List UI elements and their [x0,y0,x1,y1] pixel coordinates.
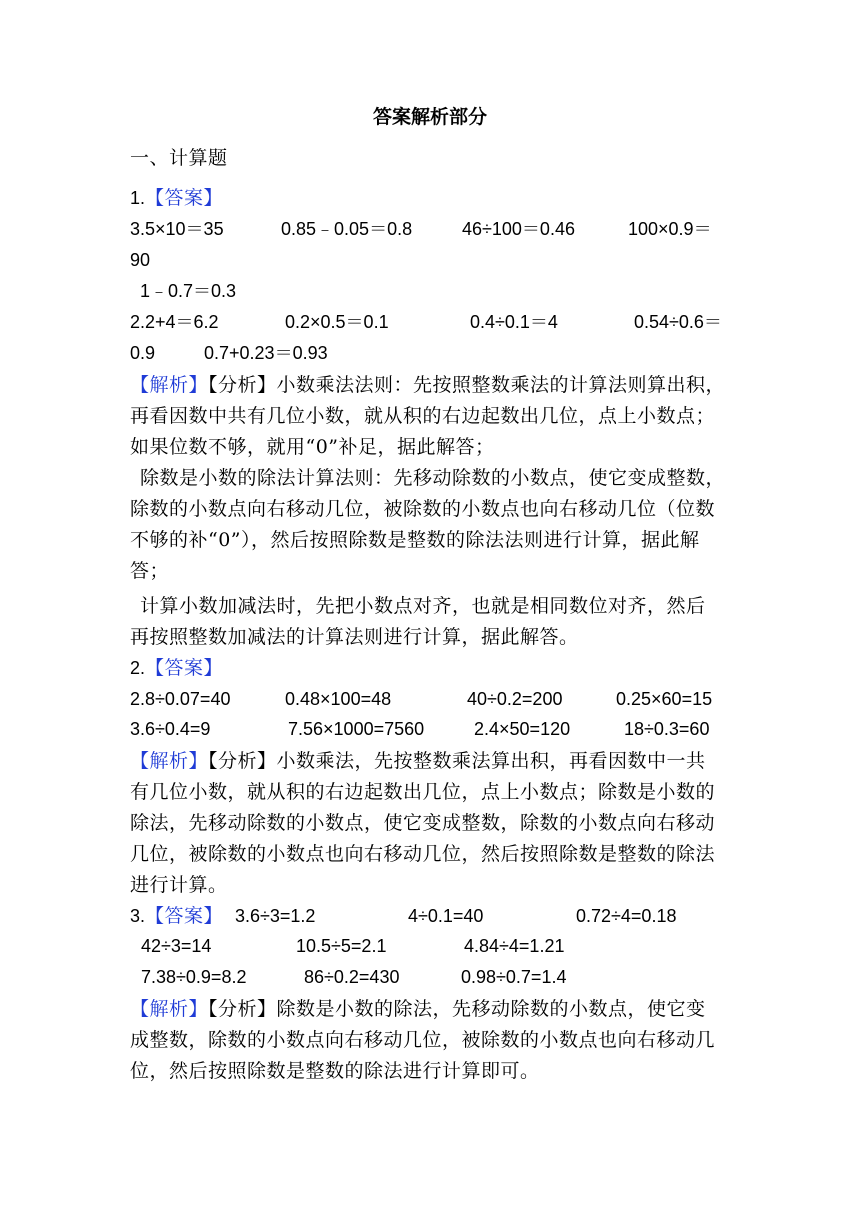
q3-answer-tag: 【答案】 [145,905,224,927]
q3-eq-3: 0.72÷4=0.18 [576,906,677,926]
q1-explanation-line-1: 【解析】【分析】小数乘法法则：先按照整数乘法的计算法则算出积， [130,374,726,396]
q2-eq-3: 40÷0.2=200 [467,689,563,709]
q2-eq-6: 7.56×1000=7560 [288,719,425,739]
q2-eq-8: 18÷0.3=60 [624,719,710,739]
q1-row-1-wrap: 90 [130,250,151,270]
q1-explanation-line-7: 答； [130,560,170,582]
q3-eq-6: 4.84÷4=1.21 [464,936,565,956]
q2-number: 2. [130,658,146,678]
q3-explanation-line-1: 【解析】【分析】除数是小数的除法，先移动除数的小数点，使它变 [130,998,706,1020]
q1-eq-6: 2.2+4＝6.2 [130,312,219,332]
q2-eq-4: 0.25×60=15 [616,689,713,709]
q1-eq-2: 0.85﹣0.05＝0.8 [281,219,413,239]
q2-eq-2: 0.48×100=48 [285,689,392,709]
q1-eq-3: 46÷100＝0.46 [462,219,575,239]
q1-row-2: 1﹣0.7＝0.3 [140,281,237,301]
q2-explanation-line-4: 几位，被除数的小数点也向右移动几位，然后按照除数是整数的除法 [130,843,716,865]
q2-explanation-line-2: 有几位小数，就从积的右边起数出几位，点上小数点；除数是小数的 [130,781,716,803]
q1-explanation-line-8: 计算小数加减法时，先把小数点对齐，也就是相同数位对齐，然后 [140,595,706,617]
q1-explanation-line-5: 除数的小数点向右移动几位，被除数的小数点也向右移动几位（位数 [130,498,716,520]
q3-explain-tag: 【解析】 [130,998,209,1020]
q1-eq-4: 100×0.9＝ [628,219,712,239]
q1-header [130,183,223,213]
q3-header [130,901,223,931]
q3-number: 3. [130,906,146,926]
q2-eq-1: 2.8÷0.07=40 [130,689,231,709]
q2-explanation-line-3: 除法，先移动除数的小数点，使它变成整数，除数的小数点向右移动 [130,812,716,834]
q3-eq-8: 86÷0.2=430 [304,967,400,987]
page-title: 答案解析部分 [372,106,487,128]
q2-explanation-line-1: 【解析】【分析】小数乘法，先按整数乘法算出积，再看因数中一共 [130,750,706,772]
q1-eq-10: 0.7+0.23＝0.93 [204,343,328,363]
q2-answer-tag: 【答案】 [145,657,224,679]
q1-explanation-line-2: 再看因数中共有几位小数，就从积的右边起数出几位，点上小数点； [130,405,716,427]
q3-analysis-tag: 【分析】 [208,998,277,1020]
q1-explain-tag: 【解析】 [130,374,209,396]
q1-explanation-line-4: 除数是小数的除法计算法则：先移动除数的小数点，使它变成整数， [140,467,726,489]
q1-eq-9: 0.54÷0.6＝ [634,312,722,332]
q1-explanation-line-3: 如果位数不够，就用“0”补足，据此解答； [130,436,495,458]
q2-eq-5: 3.6÷0.4=9 [130,719,211,739]
q2-explain-tag: 【解析】 [130,750,209,772]
q2-explanation-line-5: 进行计算。 [130,874,228,896]
q2-header [130,653,223,683]
q1-eq-7: 0.2×0.5＝0.1 [285,312,389,332]
q3-eq-2: 4÷0.1=40 [408,906,484,926]
q1-eq-1: 3.5×10＝35 [130,219,224,239]
q3-eq-4: 42÷3=14 [141,936,212,956]
q2-analysis-tag: 【分析】 [208,750,277,772]
q3-explanation-line-2: 成整数，除数的小数点向右移动几位，被除数的小数点也向右移动几 [130,1029,716,1051]
q3-eq-5: 10.5÷5=2.1 [296,936,387,956]
q1-analysis-tag: 【分析】 [208,374,277,396]
q1-explanation-line-9: 再按照整数加减法的计算法则进行计算，据此解答。 [130,626,579,648]
q3-eq-7: 7.38÷0.9=8.2 [141,967,247,987]
q3-explanation-line-3: 位，然后按照除数是整数的除法进行计算即可。 [130,1060,540,1082]
q1-number: 1. [130,188,146,208]
q1-eq-9-wrap: 0.9 [130,343,156,363]
q3-eq-1: 3.6÷3=1.2 [235,906,316,926]
q1-explanation-line-6: 不够的补“0”），然后按照除数是整数的除法法则进行计算，据此解 [130,529,700,551]
q2-eq-7: 2.4×50=120 [474,719,571,739]
section-heading: 一、计算题 [130,147,228,169]
q1-eq-8: 0.4÷0.1＝4 [470,312,558,332]
q3-eq-9: 0.98÷0.7=1.4 [461,967,567,987]
q1-answer-tag: 【答案】 [145,187,224,209]
